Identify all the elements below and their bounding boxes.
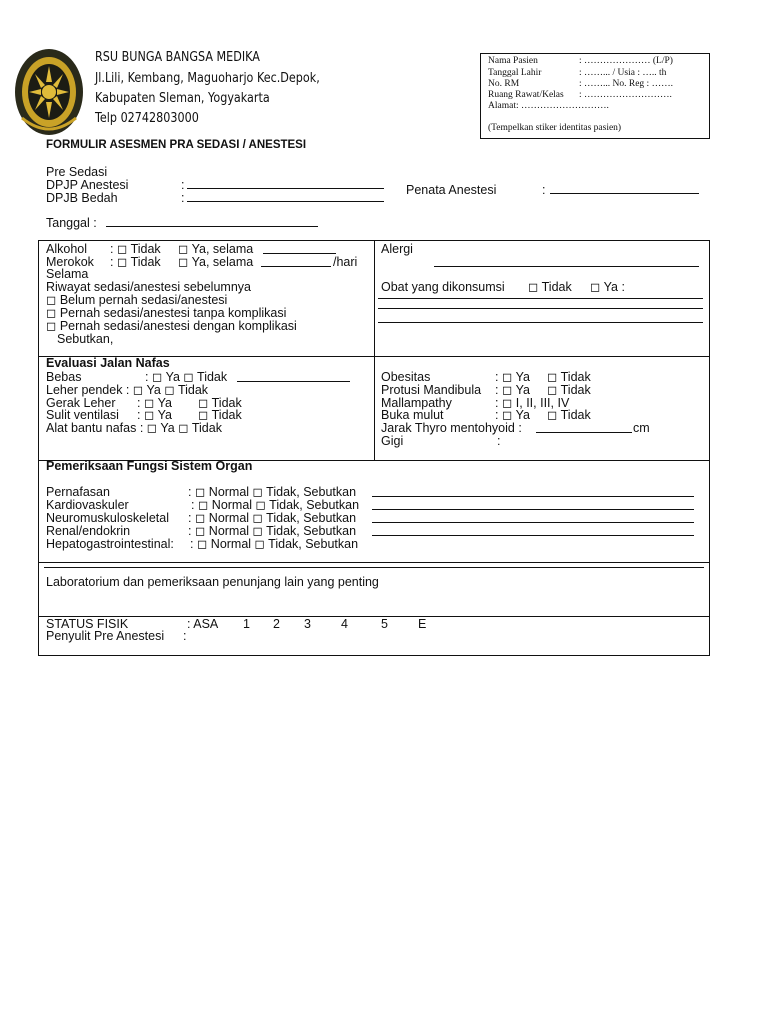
sulit-ventilasi-tidak[interactable]: ◻ Tidak bbox=[198, 408, 242, 422]
sulit-ventilasi-label: Sulit ventilasi bbox=[46, 408, 119, 422]
rm-label: No. RM bbox=[488, 79, 520, 89]
obat-label: Obat yang dikonsumsi bbox=[381, 280, 505, 294]
organ-row-options[interactable]: : ◻ Normal ◻ Tidak, Sebutkan bbox=[188, 511, 357, 525]
tanggal-label: Tanggal : bbox=[46, 216, 97, 230]
merokok-ya-option[interactable]: ◻ Ya, selama bbox=[178, 255, 254, 269]
organ-row-options[interactable]: : ◻ Normal ◻ Tidak, Sebutkan bbox=[190, 537, 359, 551]
obat-field-1[interactable] bbox=[378, 298, 703, 299]
bebas-label: Bebas bbox=[46, 370, 82, 384]
evaluasi-jalan-nafas-heading: Evaluasi Jalan Nafas bbox=[46, 356, 170, 370]
alkohol-ya-option[interactable]: ◻ Ya, selama bbox=[178, 242, 254, 256]
protusi-ya[interactable]: : ◻ Ya bbox=[495, 383, 530, 397]
hospital-name: RSU BUNGA BANGSA MEDIKA bbox=[95, 50, 260, 65]
dpjp-anestesi-field[interactable] bbox=[187, 188, 384, 189]
section-divider-3b bbox=[44, 567, 704, 568]
alergi-label: Alergi bbox=[381, 242, 413, 256]
patient-name-value: : ………………… (L/P) bbox=[579, 56, 673, 66]
asa-level-e[interactable]: E bbox=[418, 617, 427, 631]
form-title: FORMULIR ASESMEN PRA SEDASI / ANESTESI bbox=[46, 139, 307, 151]
fungsi-organ-heading: Pemeriksaan Fungsi Sistem Organ bbox=[46, 459, 253, 473]
gigi-colon: : bbox=[497, 434, 501, 448]
obesitas-label: Obesitas bbox=[381, 370, 431, 384]
penyulit-label: Penyulit Pre Anestesi bbox=[46, 629, 165, 643]
section-divider-3 bbox=[38, 562, 709, 563]
asa-level-4[interactable]: 4 bbox=[341, 617, 348, 631]
mallampathy-label: Mallampathy bbox=[381, 396, 452, 410]
organ-row-label: Renal/endokrin bbox=[46, 524, 131, 538]
merokok-tidak-option[interactable]: : ◻ Tidak bbox=[110, 255, 161, 269]
asa-level-3[interactable]: 3 bbox=[304, 617, 311, 631]
dengan-komplikasi-option[interactable]: ◻ Pernah sedasi/anestesi dengan komplikasi bbox=[46, 319, 297, 333]
organ-row-field[interactable] bbox=[372, 535, 694, 536]
address-field: Alamat: ………………………. bbox=[488, 101, 609, 111]
jarak-thyro-label: Jarak Thyro mentohyoid : bbox=[381, 421, 522, 435]
gerak-leher-label: Gerak Leher bbox=[46, 396, 116, 410]
asa-level-2[interactable]: 2 bbox=[273, 617, 280, 631]
alkohol-duration-field[interactable] bbox=[263, 253, 336, 254]
penata-anestesi-label: Penata Anestesi bbox=[406, 183, 497, 197]
obat-ya-option[interactable]: ◻ Ya : bbox=[590, 280, 625, 294]
merokok-duration-field[interactable] bbox=[261, 266, 331, 267]
organ-row-label: Hepatogastrointestinal: bbox=[46, 537, 174, 551]
obat-tidak-option[interactable]: ◻ Tidak bbox=[528, 280, 572, 294]
organ-row-label: Kardiovaskuler bbox=[46, 498, 129, 512]
patient-name-label: Nama Pasien bbox=[488, 56, 538, 66]
bebas-field[interactable] bbox=[237, 381, 350, 382]
sulit-ventilasi-ya[interactable]: : ◻ Ya bbox=[137, 408, 172, 422]
jarak-thyro-field[interactable] bbox=[536, 432, 632, 433]
protusi-label: Protusi Mandibula bbox=[381, 383, 482, 397]
buka-mulut-label: Buka mulut bbox=[381, 408, 444, 422]
hospital-address-2: Kabupaten Sleman, Yogyakarta bbox=[95, 91, 270, 106]
hospital-logo bbox=[14, 48, 84, 136]
dpjp-colon: : bbox=[181, 178, 185, 192]
asa-level-1[interactable]: 1 bbox=[243, 617, 250, 631]
mallampathy-options[interactable]: : ◻ I, II, III, IV bbox=[495, 396, 570, 410]
laboratorium-label: Laboratorium dan pemeriksaan penunjang lain yang penting bbox=[46, 575, 379, 589]
obesitas-ya[interactable]: : ◻ Ya bbox=[495, 370, 530, 384]
tanpa-komplikasi-option[interactable]: ◻ Pernah sedasi/anestesi tanpa komplikasi bbox=[46, 306, 287, 320]
buka-mulut-ya[interactable]: : ◻ Ya bbox=[495, 408, 530, 422]
gerak-leher-tidak[interactable]: ◻ Tidak bbox=[198, 396, 242, 410]
pre-sedasi-label: Pre Sedasi bbox=[46, 165, 108, 179]
organ-row-label: Pernafasan bbox=[46, 485, 110, 499]
dpjb-bedah-field[interactable] bbox=[187, 201, 384, 202]
protusi-tidak[interactable]: ◻ Tidak bbox=[547, 383, 591, 397]
alkohol-tidak-option[interactable]: : ◻ Tidak bbox=[110, 242, 161, 256]
obat-field-2[interactable] bbox=[378, 308, 703, 309]
gigi-label: Gigi bbox=[381, 434, 404, 448]
hospital-address-1: Jl.Lili, Kembang, Maguoharjo Kec.Depok, bbox=[95, 71, 320, 86]
obat-field-3[interactable] bbox=[378, 322, 703, 323]
hospital-phone: Telp 02742803000 bbox=[95, 111, 199, 126]
column-divider bbox=[374, 240, 375, 460]
leher-pendek-row[interactable]: Leher pendek : ◻ Ya ◻ Tidak bbox=[46, 383, 209, 397]
bebas-options[interactable]: : ◻ Ya ◻ Tidak bbox=[145, 370, 228, 384]
sebutkan-label: Sebutkan, bbox=[57, 332, 114, 346]
alkohol-label: Alkohol bbox=[46, 242, 87, 256]
organ-row-options[interactable]: : ◻ Normal ◻ Tidak, Sebutkan bbox=[188, 485, 357, 499]
cm-unit: cm bbox=[633, 421, 650, 435]
hari-label: /hari bbox=[333, 255, 358, 269]
sticker-note: (Tempelkan stiker identitas pasien) bbox=[488, 123, 622, 133]
ward-value: : ………………………. bbox=[579, 90, 672, 100]
organ-row-options[interactable]: : ◻ Normal ◻ Tidak, Sebutkan bbox=[191, 498, 360, 512]
dpjb-bedah-label: DPJB Bedah bbox=[46, 191, 118, 205]
organ-row-options[interactable]: : ◻ Normal ◻ Tidak, Sebutkan bbox=[188, 524, 357, 538]
buka-mulut-tidak[interactable]: ◻ Tidak bbox=[547, 408, 591, 422]
section-divider-4 bbox=[38, 616, 709, 617]
birth-date-label: Tanggal Lahir bbox=[488, 68, 542, 78]
asa-label: : ASA bbox=[187, 617, 219, 631]
birth-date-value: : ……... / Usia : ….. th bbox=[579, 68, 667, 78]
selama-label: Selama bbox=[46, 267, 89, 281]
organ-row-label: Neuromuskuloskeletal bbox=[46, 511, 169, 525]
asa-level-5[interactable]: 5 bbox=[381, 617, 388, 631]
dpjp-anestesi-label: DPJP Anestesi bbox=[46, 178, 129, 192]
ward-label: Ruang Rawat/Kelas bbox=[488, 90, 564, 100]
penata-anestesi-field[interactable] bbox=[550, 193, 699, 194]
obesitas-tidak[interactable]: ◻ Tidak bbox=[547, 370, 591, 384]
penata-colon: : bbox=[542, 183, 546, 197]
dpjb-colon: : bbox=[181, 191, 185, 205]
rm-value: : ……... No. Reg : ……. bbox=[579, 79, 673, 89]
organ-row-field[interactable] bbox=[372, 496, 694, 497]
organ-row-field[interactable] bbox=[372, 509, 694, 510]
gerak-leher-ya[interactable]: : ◻ Ya bbox=[137, 396, 172, 410]
alat-bantu-nafas-row[interactable]: Alat bantu nafas : ◻ Ya ◻ Tidak bbox=[46, 421, 222, 435]
penyulit-colon: : bbox=[183, 629, 187, 643]
belum-pernah-option[interactable]: ◻ Belum pernah sedasi/anestesi bbox=[46, 293, 228, 307]
status-fisik-label: STATUS FISIK bbox=[46, 617, 129, 631]
alergi-field[interactable] bbox=[434, 266, 699, 267]
riwayat-label: Riwayat sedasi/anestesi sebelumnya bbox=[46, 280, 251, 294]
tanggal-field[interactable] bbox=[106, 226, 318, 227]
organ-row-field[interactable] bbox=[372, 522, 694, 523]
merokok-label: Merokok bbox=[46, 255, 94, 269]
